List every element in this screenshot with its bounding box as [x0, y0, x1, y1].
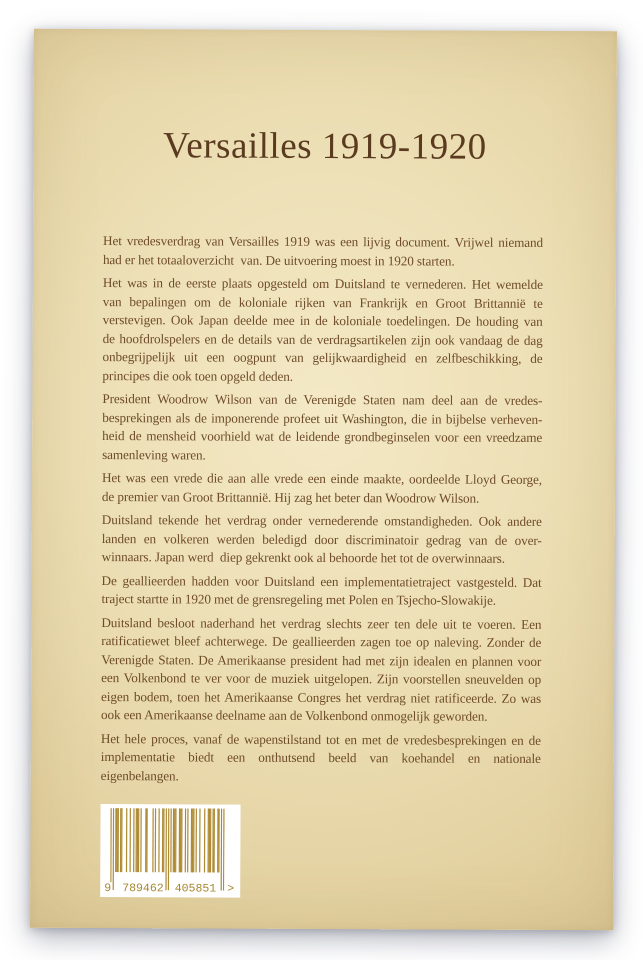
- text-line: een Volkenbond te ver voor de muziek uitgelopen. Zijn voorstellen sneuvelden op: [101, 670, 542, 687]
- text-line: heid de mensheid voorhield wat de leidende grondbeginselen voor een vreedzame: [102, 428, 543, 445]
- paragraph: [101, 730, 541, 787]
- isbn-digit-group: >: [227, 882, 235, 896]
- text-line: eigenbelangen.: [100, 767, 179, 783]
- isbn-digit-group: 789462: [122, 882, 164, 896]
- text-line: landen en volkeren werden beledigd door discriminatoir gedrag van de over-: [101, 530, 542, 548]
- paragraph: [101, 614, 541, 727]
- text-line: Verenigde Staten. De Amerikaanse president had met zijn idealen en plannen voor: [101, 651, 542, 669]
- isbn-number: [103, 882, 235, 896]
- text-line: de premier van Groot Brittannië. Hij zag het beter dan Woodrow Wilson.: [101, 488, 480, 506]
- text-line: Het hele proces, vanaf de wapenstilstand tot en met de vredesbesprekingen en de: [100, 730, 541, 748]
- text-line: winnaars. Japan werd diep gekrenkt ook al behoorde het tot de overwinnaars.: [101, 549, 505, 566]
- text-line: besprekingen als de imponerende profeet uit Washington, die in bijbelse verheven-: [102, 409, 543, 427]
- isbn-digit-group: 405851: [174, 882, 217, 896]
- text-line: verstevigen. Ook Japan deelde mee in de koloniale toedelingen. De houding van: [102, 312, 543, 329]
- paragraph: [102, 274, 542, 387]
- text-line: principes die ook toen opgeld deden.: [102, 367, 293, 384]
- blurb-text-block: [101, 232, 543, 792]
- paragraph: [102, 511, 542, 568]
- text-line: implementatie biedt een onthutsend beeld van koehandel en nationale: [100, 749, 541, 766]
- text-line: Duitsland tekende het verdrag onder vernederende omstandigheden. Ook andere: [101, 512, 542, 529]
- text-line: de hoofdrolspelers en de details van de verdragsartikelen zijn ook vandaag de dag: [102, 330, 543, 348]
- paragraph: [103, 232, 543, 271]
- text-line: Duitsland besloot naderhand het verdrag slechts zeer ten dele uit te voeren. Een: [101, 614, 542, 632]
- paragraph: [102, 390, 542, 466]
- text-line: De geallieerden hadden voor Duitsland een implementatietraject vastgesteld. Dat: [101, 572, 542, 590]
- text-line: onbegrijpelijk uit een oogpunt van gelijkwaardigheid en zelfbeschikking, de: [102, 349, 543, 366]
- book-title: Versailles 1919-1920: [163, 125, 487, 168]
- paragraph: [102, 469, 542, 508]
- text-line: had er het totaaloverzicht van. De uitvoering moest in 1920 starten.: [102, 251, 455, 269]
- text-line: samenleving waren.: [102, 446, 206, 462]
- isbn-digit-group: 9: [104, 882, 112, 896]
- text-line: traject startte in 1920 met de grensregeling met Polen en Tsjecho-Slowakije.: [101, 591, 496, 608]
- text-line: van bepalingen om de koloniale rijken van Frankrijk en Groot Brittannië te: [102, 293, 543, 311]
- barcode-bars-icon: [110, 808, 224, 890]
- text-line: ratificatiewet bleef achterwege. De geallieerden zagen toe op naleving. Zonder de: [101, 633, 542, 650]
- text-line: President Woodrow Wilson van de Verenigde Staten nam deel aan de vredes-: [102, 391, 543, 408]
- barcode: [100, 804, 240, 898]
- paragraph: [101, 572, 541, 611]
- text-line: ook een Amerikaanse deelname aan de Volkenbond onmogelijk geworden.: [100, 707, 488, 724]
- text-line: Het was een vrede die aan alle vrede een einde maakte, oordeelde Lloyd George,: [101, 470, 543, 487]
- book-back-cover: [30, 29, 617, 931]
- text-line: eigen bodem, toen het Amerikaanse Congres het verdrag niet ratificeerde. Zo was: [101, 688, 542, 706]
- text-line: Het vredesverdrag van Versailles 1919 was een lijvig document. Vrijwel niemand: [103, 233, 544, 250]
- text-line: Het was in de eerste plaats opgesteld om Duitsland te vernederen. Het wemelde: [102, 275, 543, 292]
